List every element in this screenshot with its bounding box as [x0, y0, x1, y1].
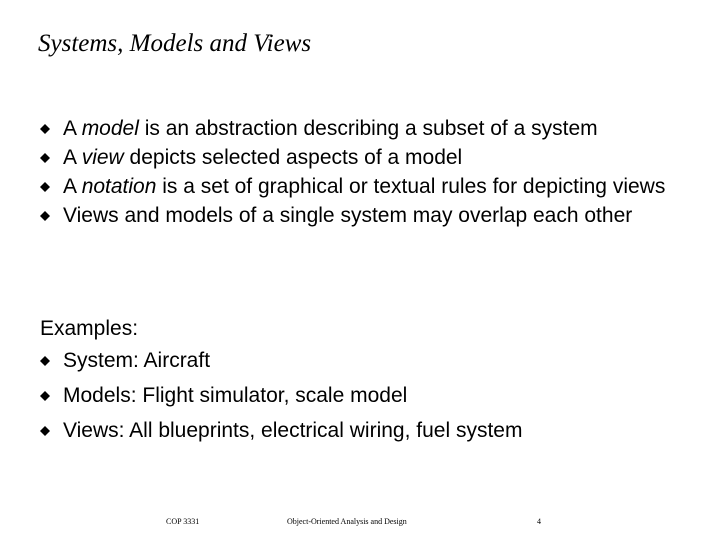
examples-section [40, 314, 700, 448]
examples-list [40, 343, 700, 448]
example-text: Models: Flight simulator, scale model [63, 384, 408, 407]
list-item [40, 378, 700, 413]
example-text: Views: All blueprints, electrical wiring, fuel system [63, 419, 523, 442]
item-text: A [63, 146, 82, 169]
list-item [40, 201, 716, 230]
diamond-icon [40, 356, 50, 366]
examples-heading: Examples: [40, 317, 139, 340]
item-text: is an abstraction describing a subset of a system [138, 117, 598, 140]
item-text: A [63, 175, 82, 198]
example-text: System: Aircraft [63, 349, 211, 372]
item-text: A [63, 117, 82, 140]
list-item [40, 343, 700, 378]
diamond-icon [40, 391, 50, 401]
list-item [40, 114, 716, 143]
term-notation: notation [81, 175, 157, 198]
slide-title: Systems, Models and Views [38, 30, 312, 57]
footer-course-title: Object-Oriented Analysis and Design [287, 517, 407, 526]
list-item [40, 172, 703, 201]
term-model: model [81, 117, 139, 140]
diamond-icon [40, 124, 50, 134]
term-view: view [81, 146, 124, 169]
diamond-icon [40, 426, 50, 436]
diamond-icon [40, 153, 50, 163]
list-item [40, 143, 716, 172]
page-number: 4 [537, 517, 541, 526]
diamond-icon [40, 182, 50, 192]
footer-course: COP 3331 [166, 517, 200, 526]
list-item [40, 413, 700, 448]
item-text: is a set of graphical or textual rules for depicting views [156, 175, 666, 198]
definitions-list [40, 114, 716, 230]
diamond-icon [40, 211, 50, 221]
item-text: depicts selected aspects of a model [123, 146, 463, 169]
item-text: Views and models of a single system may overlap each other [63, 204, 633, 227]
